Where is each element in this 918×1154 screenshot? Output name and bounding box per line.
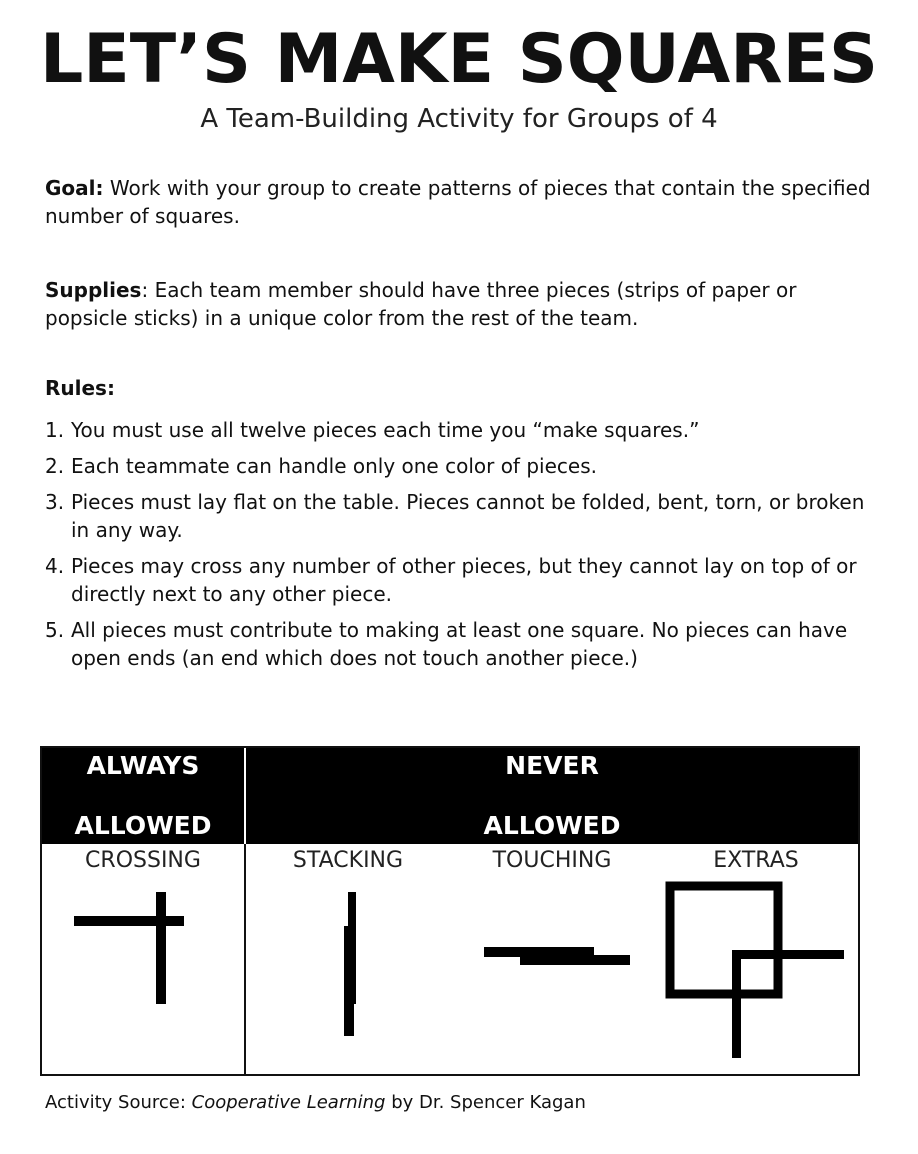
goal-paragraph [45, 174, 875, 230]
header-text: NEVER [505, 751, 599, 780]
rule-item [45, 488, 875, 544]
source-prefix: Activity Source: [45, 1092, 192, 1113]
touching-figure [482, 943, 632, 973]
rule-number: 4. [45, 554, 65, 578]
extras-vertical-piece [732, 950, 741, 1058]
page-title: LET’S MAKE SQUARES [39, 20, 879, 99]
rule-item [45, 452, 875, 480]
label-stacking: STACKING [292, 848, 404, 873]
activity-source [45, 1092, 586, 1113]
label-crossing: CROSSING [85, 848, 201, 873]
supplies-paragraph [45, 276, 875, 332]
rule-text: Each teammate can handle only one color of pieces. [71, 454, 597, 478]
rules-diagram-table [40, 746, 860, 1076]
column-divider [244, 844, 246, 1074]
source-author: by Dr. Spencer Kagan [385, 1092, 586, 1113]
stacking-figure [332, 888, 372, 1038]
rule-item [45, 416, 875, 444]
supplies-label: Supplies [45, 278, 142, 302]
rule-text: Pieces may cross any number of other pieces, but they cannot lay on top of or directly next to any other piece. [71, 554, 857, 606]
rules-heading: Rules: [45, 376, 115, 400]
rule-item [45, 552, 875, 608]
page-subtitle: A Team-Building Activity for Groups of 4 [200, 104, 718, 134]
source-book-title: Cooperative Learning [191, 1092, 386, 1113]
header-text: ALLOWED [483, 811, 621, 840]
header-text: ALLOWED [74, 811, 212, 840]
label-extras: EXTRAS [713, 848, 799, 873]
extras-figure [664, 880, 854, 1062]
rules-list [45, 416, 875, 680]
rule-number: 1. [45, 418, 65, 442]
supplies-text: : Each team member should have three pieces (strips of paper or popsicle sticks) in a unique color from the rest of the team. [45, 278, 797, 330]
crossing-figure [72, 888, 192, 1008]
crossing-vertical-piece [156, 892, 166, 1004]
rule-text: Pieces must lay flat on the table. Pieces cannot be folded, bent, torn, or broken in any way. [71, 490, 865, 542]
crossing-horizontal-piece [74, 916, 184, 926]
rule-text: All pieces must contribute to making at least one square. No pieces can have open ends (an end which does not touch another piece.) [71, 618, 848, 670]
goal-text: Work with your group to create patterns of pieces that contain the specified number of squares. [45, 176, 871, 228]
header-always-allowed [42, 748, 244, 844]
goal-label: Goal: [45, 176, 104, 200]
rule-number: 2. [45, 454, 65, 478]
header-never-allowed [246, 748, 858, 844]
stacking-piece-bottom [344, 926, 354, 1036]
header-text: ALWAYS [86, 751, 200, 780]
extras-square-large [670, 886, 778, 994]
rule-number: 3. [45, 490, 65, 514]
label-touching: TOUCHING [492, 848, 612, 873]
rule-number: 5. [45, 618, 65, 642]
header-divider [244, 748, 246, 844]
touching-piece-right [520, 955, 630, 965]
rule-text: You must use all twelve pieces each time you “make squares.” [71, 418, 700, 442]
rule-item [45, 616, 875, 672]
extras-horizontal-piece [736, 950, 844, 959]
